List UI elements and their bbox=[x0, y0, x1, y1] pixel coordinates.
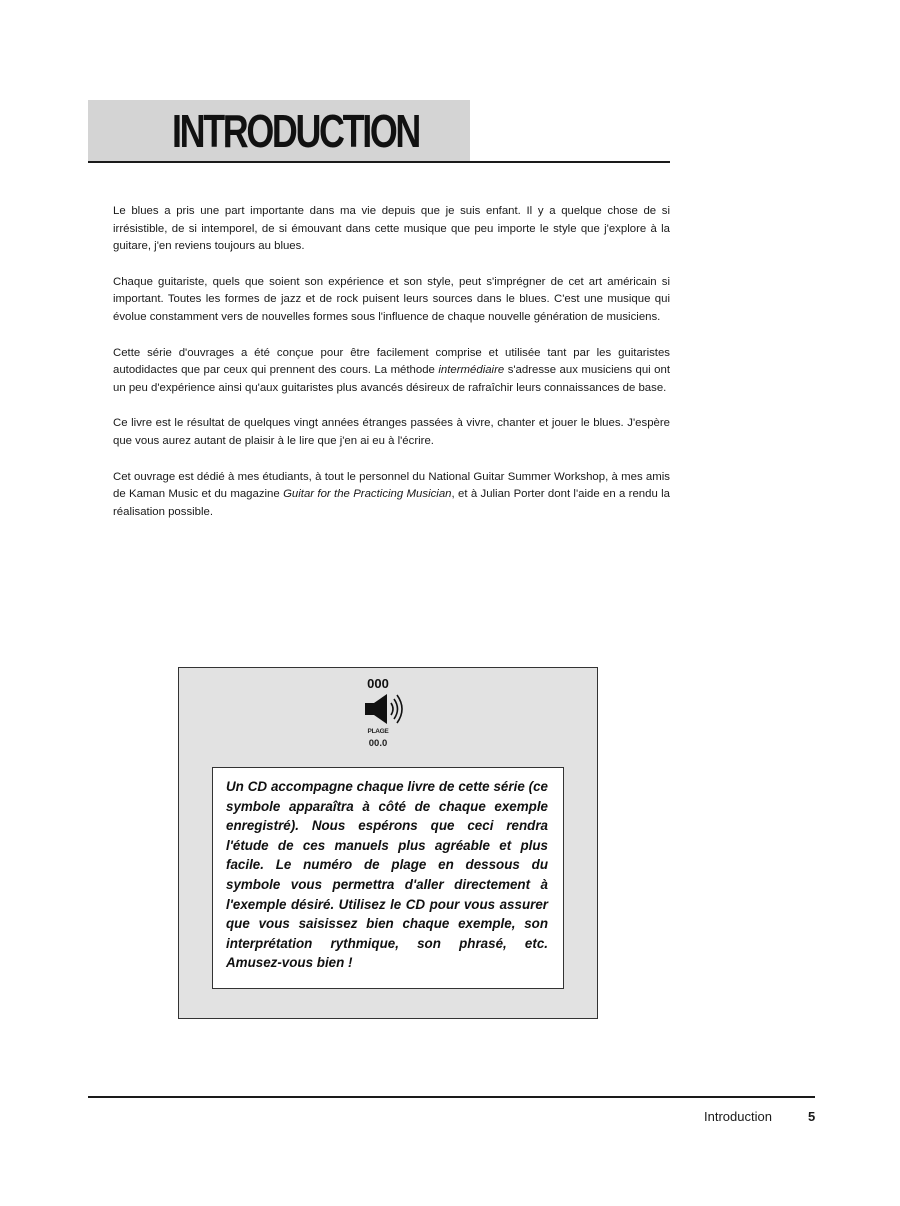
paragraph-3-text-end: s'adresse aux musiciens qui ont un peu d'expérience ainsi qu'aux guitaristes plus avancés désireux de rafraîchir leurs connaissances de base. bbox=[113, 364, 670, 394]
paragraph-5 bbox=[113, 469, 670, 522]
cd-text: Un CD accompagne chaque livre de cette série (ce symbole apparaîtra à côté de chaque exemple enregistré). Nous espérons que ceci rendra l'étude de ces manuels plus agréable et plus facile. Le numéro de plage en dessous du symbole vous permettra d'aller directement à l'exemple désiré. Utilisez le CD pour vous assurer que vous saisissez bien chaque exemple, son interprétation rythmique, son phrasé, etc. Amusez-vous bien ! bbox=[226, 779, 548, 971]
cd-symbol bbox=[363, 676, 433, 756]
paragraph-3-emphasis: intermédiaire bbox=[438, 364, 505, 377]
title-rule bbox=[88, 161, 670, 163]
paragraph-2: Chaque guitariste, quels que soient son expérience et son style, peut s'imprégner de cet art américain si important. Toutes les formes de jazz et de rock puisent leurs sources dans le blues. C'est une musique qui évolue constamment vers de nouvelles formes sous l'influence de chaque nouvelle génération de musiciens. bbox=[113, 275, 670, 323]
cd-plage-label: PLAGE bbox=[367, 728, 389, 735]
footer-section-label: Introduction bbox=[704, 1109, 772, 1124]
paragraph-5-text: Cet ouvrage est dédié à mes étudiants, à tout le personnel du National Guitar Summer Workshop, à mes amis de Kaman Music et du magazine bbox=[113, 470, 670, 501]
cd-plage-number: 00.0 bbox=[368, 738, 388, 749]
speaker-icon bbox=[363, 692, 423, 726]
cd-info-box bbox=[178, 667, 598, 1019]
page-title: INTRODUCTION bbox=[172, 105, 419, 157]
paragraph-5-text-end: , et à Julian Porter dont l'aide en a rendu la réalisation possible. bbox=[113, 488, 671, 518]
paragraph-4: Ce livre est le résultat de quelques vingt années étranges passées à vivre, chanter et jouer le blues. J'espère que vous aurez autant de plaisir à le lire que j'en ai eu à l'écrire. bbox=[113, 417, 670, 447]
cd-track-number: 000 bbox=[367, 676, 389, 691]
page-number: 5 bbox=[808, 1109, 816, 1124]
footer-rule bbox=[88, 1096, 815, 1098]
paragraph-3 bbox=[113, 345, 670, 398]
body-text bbox=[113, 203, 670, 539]
cd-text-box bbox=[212, 767, 564, 989]
magazine-title: Guitar for the Practicing Musician bbox=[283, 488, 452, 501]
paragraph-1: Le blues a pris une part importante dans ma vie depuis que je suis enfant. Il y a quelque chose de si irrésistible, de si intemporel, de si émouvant dans cette musique que peu importe le style que j'explore à la guitare, j'en reviens toujours au blues. bbox=[113, 205, 670, 253]
paragraph-3-text: Cette série d'ouvrages a été conçue pour être facilement comprise et utilisée tant par les guitaristes autodidactes que par ceux qui prennent des cours. La méthode bbox=[113, 346, 670, 377]
